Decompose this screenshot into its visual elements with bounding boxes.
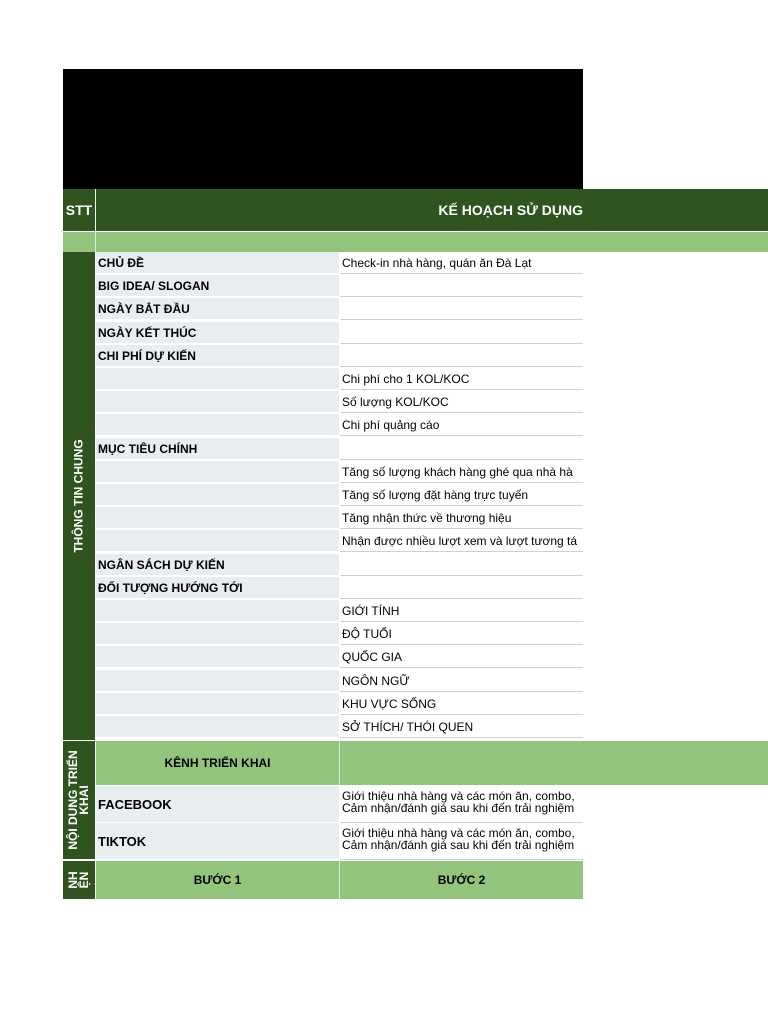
channel-content-line: Giới thiệu nhà hàng và các món ăn, combo,	[342, 789, 575, 803]
row-label[interactable]	[96, 507, 339, 529]
table-row[interactable]	[96, 368, 583, 390]
row-label[interactable]: NGÀY BẮT ĐẦU	[96, 298, 339, 320]
channel-content[interactable]	[340, 786, 583, 823]
row-label[interactable]	[96, 484, 339, 506]
table-row[interactable]	[96, 623, 583, 645]
channel-content-line: Cảm nhận/đánh giá sau khi đến trải nghiệm	[342, 801, 575, 815]
row-label[interactable]	[96, 670, 339, 692]
row-value[interactable]: Chi phí quảng cáo	[340, 414, 583, 436]
channel-name: TIKTOK	[96, 823, 339, 860]
row-label[interactable]	[96, 600, 339, 622]
row-value[interactable]: Tăng nhận thức về thương hiệu	[340, 507, 583, 529]
row-label[interactable]: BIG IDEA/ SLOGAN	[96, 275, 339, 297]
row-label[interactable]: NGÂN SÁCH DỰ KIẾN	[96, 554, 339, 576]
row-value[interactable]: Nhận được nhiều lượt xem và lượt tương tá	[340, 530, 583, 552]
table-row[interactable]	[96, 577, 583, 599]
section-general-info	[63, 252, 95, 740]
steps-row	[96, 861, 583, 899]
table-row[interactable]	[96, 530, 583, 552]
section-content-label: NỘI DUNG TRIỂN KHAI	[66, 750, 91, 850]
row-label[interactable]	[96, 530, 339, 552]
row-label[interactable]	[96, 368, 339, 390]
row-value[interactable]: KHU VỰC SỐNG	[340, 693, 583, 715]
table-row[interactable]	[96, 600, 583, 622]
row-value[interactable]: Check-in nhà hàng, quán ăn Đà Lạt	[340, 252, 583, 274]
table-row[interactable]	[96, 345, 583, 367]
row-value[interactable]: Chi phí cho 1 KOL/KOC	[340, 368, 583, 390]
channel-content[interactable]	[340, 823, 583, 860]
row-value[interactable]	[340, 322, 583, 344]
row-label[interactable]: MỤC TIÊU CHÍNH	[96, 438, 339, 460]
channel-name: FACEBOOK	[96, 786, 339, 823]
row-value[interactable]: ĐỘ TUỔI	[340, 623, 583, 645]
channels-header-row	[96, 741, 768, 785]
plan-title-header	[96, 189, 768, 231]
section-general-label: THÔNG TIN CHUNG	[71, 439, 86, 553]
row-value[interactable]	[340, 577, 583, 599]
stt-header: STT	[63, 189, 95, 231]
row-label[interactable]	[96, 414, 339, 436]
row-label[interactable]	[96, 461, 339, 483]
table-row[interactable]	[96, 461, 583, 483]
table-row[interactable]	[96, 693, 583, 715]
row-label[interactable]	[96, 693, 339, 715]
channel-row[interactable]	[96, 823, 583, 860]
table-row[interactable]	[96, 252, 583, 274]
table-row[interactable]	[96, 298, 583, 320]
table-row[interactable]	[96, 391, 583, 413]
channel-content-line: Giới thiệu nhà hàng và các món ăn, combo,	[342, 826, 575, 840]
row-value[interactable]: Tăng số lượng đặt hàng trực tuyến	[340, 484, 583, 506]
row-value[interactable]: SỞ THÍCH/ THÓI QUEN	[340, 716, 583, 738]
row-value[interactable]	[340, 298, 583, 320]
row-label[interactable]	[96, 716, 339, 738]
table-row[interactable]	[96, 716, 583, 738]
row-label[interactable]: CHỦ ĐỀ	[96, 252, 339, 274]
table-row[interactable]	[96, 484, 583, 506]
step-1: BƯỚC 1	[193, 873, 242, 887]
table-row[interactable]	[96, 414, 583, 436]
row-value[interactable]: Tăng số lượng khách hàng ghé qua nhà hà	[340, 461, 583, 483]
table-row[interactable]	[96, 438, 583, 460]
table-row[interactable]	[96, 507, 583, 529]
section-steps-label: NH ỆN	[66, 871, 91, 889]
row-value[interactable]: GIỚI TÍNH	[340, 600, 583, 622]
channels-header: KÊNH TRIỂN KHAI	[164, 756, 271, 770]
plan-title: KẾ HOẠCH SỬ DỤNG	[438, 202, 583, 218]
row-label[interactable]: NGÀY KẾT THÚC	[96, 322, 339, 344]
table-row[interactable]	[96, 275, 583, 297]
row-value[interactable]: NGÔN NGỮ	[340, 670, 583, 692]
row-label[interactable]: CHI PHÍ DỰ KIẾN	[96, 345, 339, 367]
row-label[interactable]	[96, 391, 339, 413]
table-row[interactable]	[96, 646, 583, 668]
green-band	[63, 232, 768, 252]
row-value[interactable]: QUỐC GIA	[340, 646, 583, 668]
row-value[interactable]	[340, 438, 583, 460]
section-content	[63, 741, 95, 859]
row-value[interactable]	[340, 275, 583, 297]
channel-row[interactable]	[96, 786, 583, 823]
table-row[interactable]	[96, 554, 583, 576]
section-steps	[63, 861, 95, 899]
row-label[interactable]	[96, 623, 339, 645]
channel-content-line: Cảm nhận/đánh giá sau khi đến trải nghiệm	[342, 838, 575, 852]
step-2: BƯỚC 2	[437, 873, 486, 887]
table-row[interactable]	[96, 670, 583, 692]
row-value[interactable]	[340, 554, 583, 576]
table-row[interactable]	[96, 322, 583, 344]
row-label[interactable]: ĐỐI TƯỢNG HƯỚNG TỚI	[96, 577, 339, 599]
black-banner	[63, 69, 583, 189]
row-label[interactable]	[96, 646, 339, 668]
row-value[interactable]: Số lượng KOL/KOC	[340, 391, 583, 413]
row-value[interactable]	[340, 345, 583, 367]
